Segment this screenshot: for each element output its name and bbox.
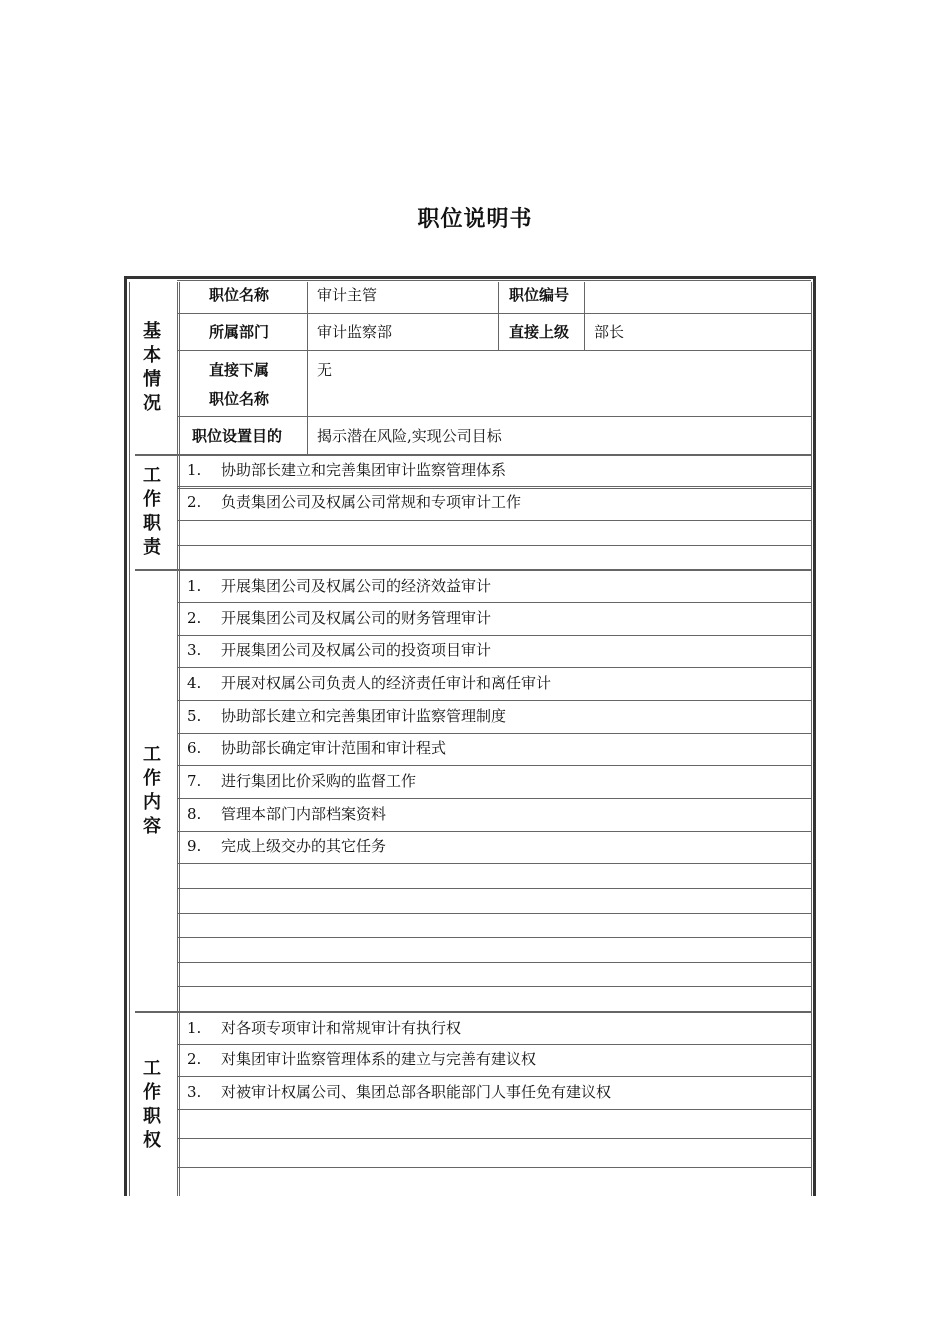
table-rule [177, 350, 811, 351]
content-item [187, 576, 491, 596]
content-item [187, 706, 506, 726]
section-label-char: 权 [143, 1130, 161, 1151]
section-label-char: 责 [143, 537, 161, 558]
section-divider [135, 1011, 811, 1013]
item-text: 完成上级交办的其它任务 [221, 837, 387, 855]
section-divider [135, 569, 811, 571]
row-divider [177, 700, 811, 701]
section-label-content [137, 743, 167, 839]
row-divider [177, 962, 811, 963]
section-label-char: 容 [143, 816, 161, 837]
column-divider [307, 282, 308, 454]
row-divider [177, 635, 811, 636]
row-divider [177, 667, 811, 668]
row-divider [177, 765, 811, 766]
section-label-char: 作 [143, 768, 161, 789]
section-label-char: 工 [143, 1058, 161, 1079]
label-column-divider [177, 282, 178, 1196]
item-text: 对被审计权属公司、集团总部各职能部门人事任免有建议权 [221, 1083, 612, 1101]
item-text: 对各项专项审计和常规审计有执行权 [221, 1019, 462, 1037]
item-number: 2. [187, 493, 202, 511]
row-divider [177, 831, 811, 832]
authority-item [187, 1018, 461, 1038]
table-top-border [124, 276, 813, 279]
section-label-char: 情 [143, 369, 161, 390]
item-number: 6. [187, 739, 202, 757]
content-item [187, 771, 416, 791]
row-divider [177, 863, 811, 864]
table-rule [177, 416, 811, 417]
content-item [187, 640, 491, 660]
row-divider [177, 733, 811, 734]
content-item [187, 836, 386, 856]
duty-item [187, 460, 506, 480]
duty-item [187, 492, 521, 512]
item-number: 3. [187, 1083, 202, 1101]
section-label-basic-info [137, 320, 167, 416]
table-inner-left-border [129, 282, 130, 1196]
section-label-char: 作 [143, 489, 161, 510]
position-code-label: 职位编号 [509, 286, 570, 304]
authority-item [187, 1049, 536, 1069]
section-label-char: 工 [143, 465, 161, 486]
item-text: 进行集团比价采购的监督工作 [221, 772, 417, 790]
item-text: 协助部长确定审计范围和审计程式 [221, 739, 447, 757]
column-divider [498, 282, 499, 350]
content-item [187, 608, 491, 628]
table-left-border [124, 276, 127, 1196]
section-label-char: 基 [143, 321, 161, 342]
table-rule [177, 486, 811, 487]
authority-item [187, 1082, 611, 1102]
item-number: 1. [187, 577, 202, 595]
item-text: 管理本部门内部档案资料 [221, 805, 387, 823]
section-label-authority [137, 1057, 167, 1153]
row-divider [177, 1109, 811, 1110]
item-text: 开展集团公司及权属公司的财务管理审计 [221, 609, 492, 627]
row-divider [177, 986, 811, 987]
item-number: 8. [187, 805, 202, 823]
item-number: 9. [187, 837, 202, 855]
document-title: 职位说明书 [417, 207, 533, 232]
column-divider [584, 282, 585, 350]
subordinate-label: 职位名称 [209, 390, 270, 408]
row-divider [177, 1044, 811, 1045]
superior-label: 直接上级 [509, 323, 570, 341]
position-name-label: 职位名称 [209, 286, 270, 304]
item-text: 开展对权属公司负责人的经济责任审计和离任审计 [221, 674, 552, 692]
row-divider [177, 913, 811, 914]
section-label-char: 职 [143, 1106, 161, 1127]
row-divider [177, 602, 811, 603]
table-rule [177, 488, 811, 489]
table-rule [177, 545, 811, 546]
label-column-divider [179, 282, 180, 1196]
content-item [187, 673, 551, 693]
department-label: 所属部门 [209, 323, 270, 341]
item-number: 2. [187, 1050, 202, 1068]
subordinate-label: 直接下属 [209, 361, 270, 379]
subordinate-value: 无 [317, 361, 333, 379]
section-label-duties [137, 464, 167, 560]
section-label-char: 职 [143, 513, 161, 534]
item-text: 对集团审计监察管理体系的建立与完善有建议权 [221, 1050, 537, 1068]
item-text: 开展集团公司及权属公司的经济效益审计 [221, 577, 492, 595]
table-rule [177, 280, 811, 281]
table-rule [177, 313, 811, 314]
table-right-border [813, 276, 816, 1196]
item-text: 开展集团公司及权属公司的投资项目审计 [221, 641, 492, 659]
section-label-char: 内 [143, 792, 161, 813]
item-number: 4. [187, 674, 202, 692]
row-divider [177, 1167, 811, 1168]
item-number: 1. [187, 461, 202, 479]
content-item [187, 738, 446, 758]
item-number: 3. [187, 641, 202, 659]
item-number: 2. [187, 609, 202, 627]
row-divider [177, 937, 811, 938]
section-label-char: 工 [143, 744, 161, 765]
purpose-label: 职位设置目的 [192, 427, 283, 445]
section-divider [135, 454, 811, 456]
row-divider [177, 888, 811, 889]
content-item [187, 804, 386, 824]
row-divider [177, 1138, 811, 1139]
item-text: 协助部长建立和完善集团审计监察管理体系 [221, 461, 507, 479]
table-rule [177, 520, 811, 521]
section-label-char: 作 [143, 1082, 161, 1103]
item-number: 5. [187, 707, 202, 725]
position-name-value: 审计主管 [317, 286, 378, 304]
item-number: 1. [187, 1019, 202, 1037]
row-divider [177, 1076, 811, 1077]
department-value: 审计监察部 [317, 323, 393, 341]
row-divider [177, 798, 811, 799]
item-text: 负责集团公司及权属公司常规和专项审计工作 [221, 493, 522, 511]
section-label-char: 况 [143, 393, 161, 414]
item-text: 协助部长建立和完善集团审计监察管理制度 [221, 707, 507, 725]
table-inner-right-border [811, 282, 812, 1196]
superior-value: 部长 [594, 323, 625, 341]
section-label-char: 本 [143, 345, 161, 366]
purpose-value: 揭示潜在风险,实现公司目标 [317, 427, 502, 445]
item-number: 7. [187, 772, 202, 790]
